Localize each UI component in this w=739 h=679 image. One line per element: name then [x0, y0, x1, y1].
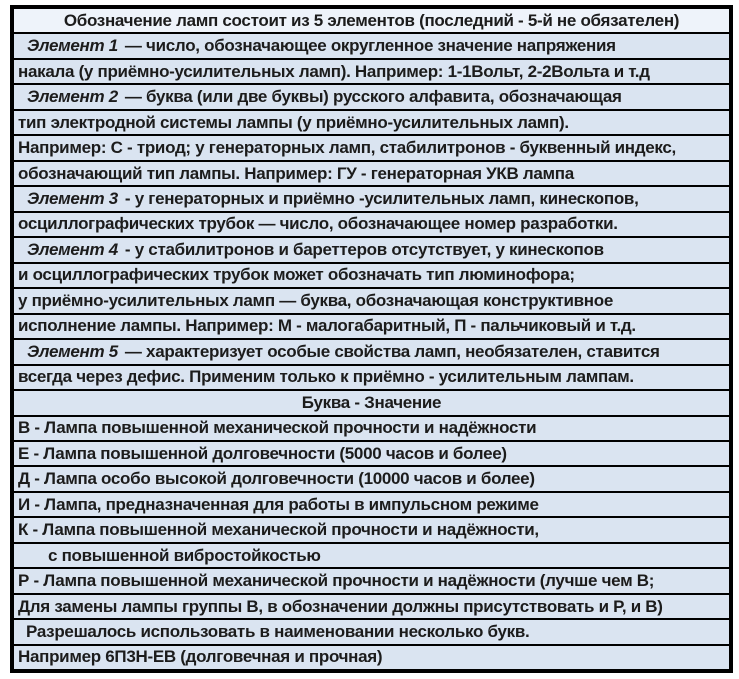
row-text: - у генераторных и приёмно -усилительных ламп, кинескопов,	[124, 189, 639, 209]
row-text: обозначающий тип лампы. Например: ГУ - генераторная УКВ лампа	[18, 163, 574, 183]
row-letter-k-cont	[14, 542, 729, 567]
row-text: В - Лампа повышенной механической прочности и надёжности	[18, 418, 537, 438]
row-element-4	[14, 236, 729, 261]
row-text: И - Лампа, предназначенная для работы в импульсном режиме	[18, 494, 539, 514]
row-multiple-letters-note	[14, 618, 729, 643]
row-text: — буква (или две буквы) русского алфавита, обозначающая	[124, 87, 622, 107]
row-text: тип электродной системы лампы (у приёмно-усилительных ламп).	[18, 112, 569, 132]
row-text: Разрешалось использовать в наименовании несколько букв.	[26, 621, 530, 641]
row-element-3-cont	[14, 211, 729, 236]
row-letter-i	[14, 491, 729, 516]
element-2-label: Элемент 2	[27, 87, 118, 107]
row-text: у приёмно-усилительных ламп — буква, обозначающая конструктивное	[18, 290, 613, 310]
row-element-4-cont-1	[14, 262, 729, 287]
row-text: осциллографических трубок — число, обозначающее номер разработки.	[18, 214, 618, 234]
row-element-5	[14, 338, 729, 363]
row-example	[14, 644, 729, 669]
row-element-1-cont	[14, 58, 729, 83]
row-letter-meaning-header	[14, 389, 729, 414]
row-text: — характеризует особые свойства ламп, необязателен, ставится	[124, 341, 660, 361]
row-text: - у стабилитронов и бареттеров отсутствует, у кинескопов	[124, 239, 604, 259]
row-text: — число, обозначающее округленное значение напряжения	[124, 36, 616, 56]
row-text: Р - Лампа повышенной механической прочности и надёжности (лучше чем В;	[18, 571, 655, 591]
lamp-designation-table	[10, 5, 733, 673]
row-text: Д - Лампа особо высокой долговечности (10000 часов и более)	[18, 469, 535, 489]
row-element-5-cont	[14, 364, 729, 389]
row-letter-v	[14, 415, 729, 440]
row-element-1	[14, 32, 729, 57]
row-text: Например 6П3Н-ЕВ (долговечная и прочная)	[18, 647, 383, 667]
row-letter-r-cont	[14, 593, 729, 618]
element-3-label: Элемент 3	[27, 189, 118, 209]
row-text: К - Лампа повышенной механической прочности и надёжности,	[18, 520, 539, 540]
row-text: Е - Лампа повышенной долговечности (5000 часов и более)	[18, 443, 507, 463]
row-text: Например: С - триод; у генераторных ламп, стабилитронов - буквенный индекс,	[18, 138, 676, 158]
element-1-label: Элемент 1	[27, 36, 118, 56]
row-letter-k	[14, 516, 729, 541]
row-text: Буква - Значение	[301, 392, 442, 412]
row-element-3	[14, 185, 729, 210]
element-5-label: Элемент 5	[27, 341, 118, 361]
row-element-4-cont-2	[14, 287, 729, 312]
row-letter-d	[14, 465, 729, 490]
row-element-2-cont-1	[14, 109, 729, 134]
row-element-2	[14, 83, 729, 108]
row-element-2-cont-2	[14, 134, 729, 159]
row-text: и осциллографических трубок может обозначать тип люминофора;	[18, 265, 575, 285]
row-title	[14, 9, 729, 32]
row-text: Обозначение ламп состоит из 5 элементов (последний - 5-й не обязателен)	[63, 10, 680, 30]
row-text: с повышенной вибростойкостью	[48, 545, 321, 565]
row-element-4-cont-3	[14, 313, 729, 338]
row-letter-r	[14, 567, 729, 592]
element-4-label: Элемент 4	[27, 239, 118, 259]
row-text: исполнение лампы. Например: М - малогабаритный, П - пальчиковый и т.д.	[18, 316, 636, 336]
row-text: всегда через дефис. Применим только к приёмно - усилительным лампам.	[18, 367, 634, 387]
row-element-2-cont-3	[14, 160, 729, 185]
row-text: накала (у приёмно-усилительных ламп). Например: 1-1Вольт, 2-2Вольта и т.д	[18, 61, 650, 81]
row-letter-e	[14, 440, 729, 465]
row-text: Для замены лампы группы В, в обозначении должны присутствовать и Р, и В)	[18, 596, 663, 616]
